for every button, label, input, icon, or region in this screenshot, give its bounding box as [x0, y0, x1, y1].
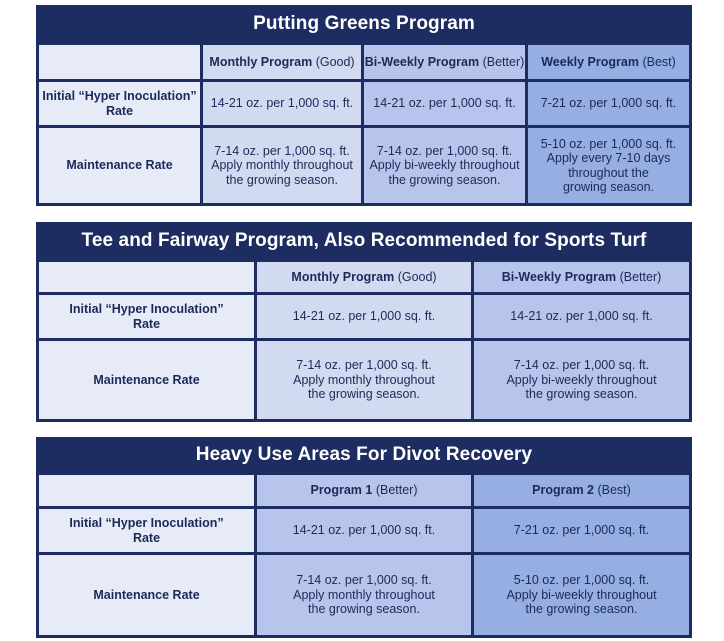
- table-cell: 14-21 oz. per 1,000 sq. ft.: [203, 82, 361, 125]
- table-cell: 14-21 oz. per 1,000 sq. ft.: [257, 509, 471, 552]
- header-blank-cell: [39, 262, 254, 292]
- table-cell: 5-10 oz. per 1,000 sq. ft. Apply every 7-10 days throughout the growing season.: [528, 128, 689, 203]
- column-name: Bi-Weekly Program: [501, 269, 617, 284]
- row-label: Initial “Hyper Inoculation” Rate: [39, 295, 254, 338]
- column-name: Monthly Program: [291, 269, 395, 284]
- putting-greens-table: [36, 5, 692, 206]
- column-header: [257, 475, 471, 506]
- table-title: Tee and Fairway Program, Also Recommended for Sports Turf: [81, 230, 647, 251]
- column-name: Bi-Weekly Program: [364, 54, 480, 69]
- table-cell: 7-21 oz. per 1,000 sq. ft.: [474, 509, 689, 552]
- table-cell: 7-14 oz. per 1,000 sq. ft. Apply monthly throughout the growing season.: [203, 128, 361, 203]
- row-label: Initial “Hyper Inoculation” Rate: [39, 82, 200, 125]
- column-tier: (Good): [315, 54, 355, 69]
- heavy-use-table: [36, 437, 692, 638]
- column-tier: (Better): [482, 54, 525, 69]
- row-label: Maintenance Rate: [39, 128, 200, 203]
- table-cell: 7-21 oz. per 1,000 sq. ft.: [528, 82, 689, 125]
- column-header: [474, 262, 689, 292]
- column-name: Monthly Program: [209, 54, 313, 69]
- row-label: Maintenance Rate: [39, 555, 254, 635]
- column-tier: (Better): [375, 483, 418, 498]
- table-cell: 7-14 oz. per 1,000 sq. ft. Apply monthly throughout the growing season.: [257, 341, 471, 419]
- column-tier: (Best): [642, 54, 676, 69]
- row-label: Initial “Hyper Inoculation” Rate: [39, 509, 254, 552]
- column-header: [474, 475, 689, 506]
- header-blank-cell: [39, 475, 254, 506]
- header-blank-cell: [39, 45, 200, 79]
- table-cell: 14-21 oz. per 1,000 sq. ft.: [257, 295, 471, 338]
- table-title: Putting Greens Program: [253, 13, 475, 34]
- row-label: Maintenance Rate: [39, 341, 254, 419]
- table-cell: 14-21 oz. per 1,000 sq. ft.: [364, 82, 525, 125]
- table-cell: 7-14 oz. per 1,000 sq. ft. Apply bi-weekly throughout the growing season.: [364, 128, 525, 203]
- table-cell: 5-10 oz. per 1,000 sq. ft. Apply bi-weekly throughout the growing season.: [474, 555, 689, 635]
- column-name: Program 1: [310, 483, 373, 498]
- column-tier: (Good): [397, 269, 437, 284]
- column-tier: (Better): [619, 269, 662, 284]
- column-header: [364, 45, 525, 79]
- column-tier: (Best): [597, 483, 631, 498]
- tee-fairway-table: [36, 222, 692, 422]
- column-header: [257, 262, 471, 292]
- table-cell: 7-14 oz. per 1,000 sq. ft. Apply bi-weekly throughout the growing season.: [474, 341, 689, 419]
- column-name: Weekly Program: [541, 54, 639, 69]
- column-header: [528, 45, 689, 79]
- table-cell: 7-14 oz. per 1,000 sq. ft. Apply monthly throughout the growing season.: [257, 555, 471, 635]
- column-header: [203, 45, 361, 79]
- column-name: Program 2: [532, 483, 594, 498]
- table-cell: 14-21 oz. per 1,000 sq. ft.: [474, 295, 689, 338]
- table-title: Heavy Use Areas For Divot Recovery: [195, 444, 533, 465]
